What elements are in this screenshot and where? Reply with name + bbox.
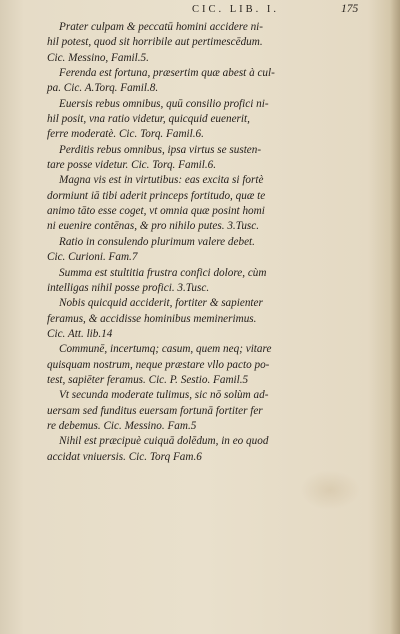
text-line: animo tāto esse coget, vt omnia quæ posint homi xyxy=(47,205,265,218)
text-line: quisquam nostrum, neque præstare vllo pacto po- xyxy=(47,358,270,371)
text-line: ni euenire contēnas, & pro nihilo putes. 3.Tusc. xyxy=(47,220,260,233)
text-line: pa. Cic. A.Torq. Famil.8. xyxy=(47,82,159,95)
text-line: Communē, incertumq; casum, quem neq; vitare xyxy=(59,343,272,356)
text-line: Magna vis est in virtutibus: eas excita si fortè xyxy=(59,174,264,187)
text-line: ferre moderatè. Cic. Torq. Famil.6. xyxy=(47,128,204,141)
text-line: Euersis rebus omnibus, quū consilio profici ni- xyxy=(59,97,269,110)
running-head: CIC. LIB. I. xyxy=(192,4,280,15)
text-line: feramus, & accidisse hominibus meminerimus. xyxy=(47,312,257,325)
text-line: Cic. Att. lib.14 xyxy=(47,327,113,340)
text-line: Prater culpam & peccatū homini accidere ni- xyxy=(59,21,264,33)
text-line: Ferenda est fortuna, præsertim quæ abest à cul- xyxy=(59,67,275,80)
text-line: hil posit, vna ratio videtur, quicquid euenerit, xyxy=(47,113,250,126)
text-line: Nobis quicquid acciderit, fortiter & sapienter xyxy=(59,297,263,310)
text-line: re debemus. Cic. Messino. Fam.5 xyxy=(47,419,197,432)
text-line: uersam sed funditus euersam fortunā fortiter fer xyxy=(47,404,263,417)
text-line: tare posse videtur. Cic. Torq. Famil.6. xyxy=(47,159,217,172)
page-header xyxy=(0,4,400,20)
text-line: Ratio in consulendo plurimum valere debet. xyxy=(59,235,255,248)
text-line: Perditis rebus omnibus, ipsa virtus se susten- xyxy=(59,143,262,156)
text-line: accidat vniuersis. Cic. Torq Fam.6 xyxy=(47,450,202,463)
text-line: test, sapiēter feramus. Cic. P. Sestio. Famil.5 xyxy=(47,373,249,386)
page-number: 175 xyxy=(341,3,359,15)
text-line: Nihil est præcipuè cuiquā dolēdum, in eo quod xyxy=(59,435,269,448)
text-line: Cic. Curioni. Fam.7 xyxy=(47,251,138,264)
text-line: dormiunt iā tibi aderit princeps fortitudo, quæ te xyxy=(47,189,266,202)
text-line: Vt secunda moderate tulimus, sic nō solùm ad- xyxy=(59,389,269,402)
text-line: Summa est stultitia frustra confici dolore, cùm xyxy=(59,266,267,279)
text-line: Cic. Messino, Famil.5. xyxy=(47,51,149,64)
text-line: intelligas nihil posse profici. 3.Tusc. xyxy=(47,281,210,294)
text-line: hil potest, quod sit horribile aut pertimescēdum. xyxy=(47,36,263,49)
paper-stain xyxy=(300,470,360,510)
page-body xyxy=(47,20,377,465)
